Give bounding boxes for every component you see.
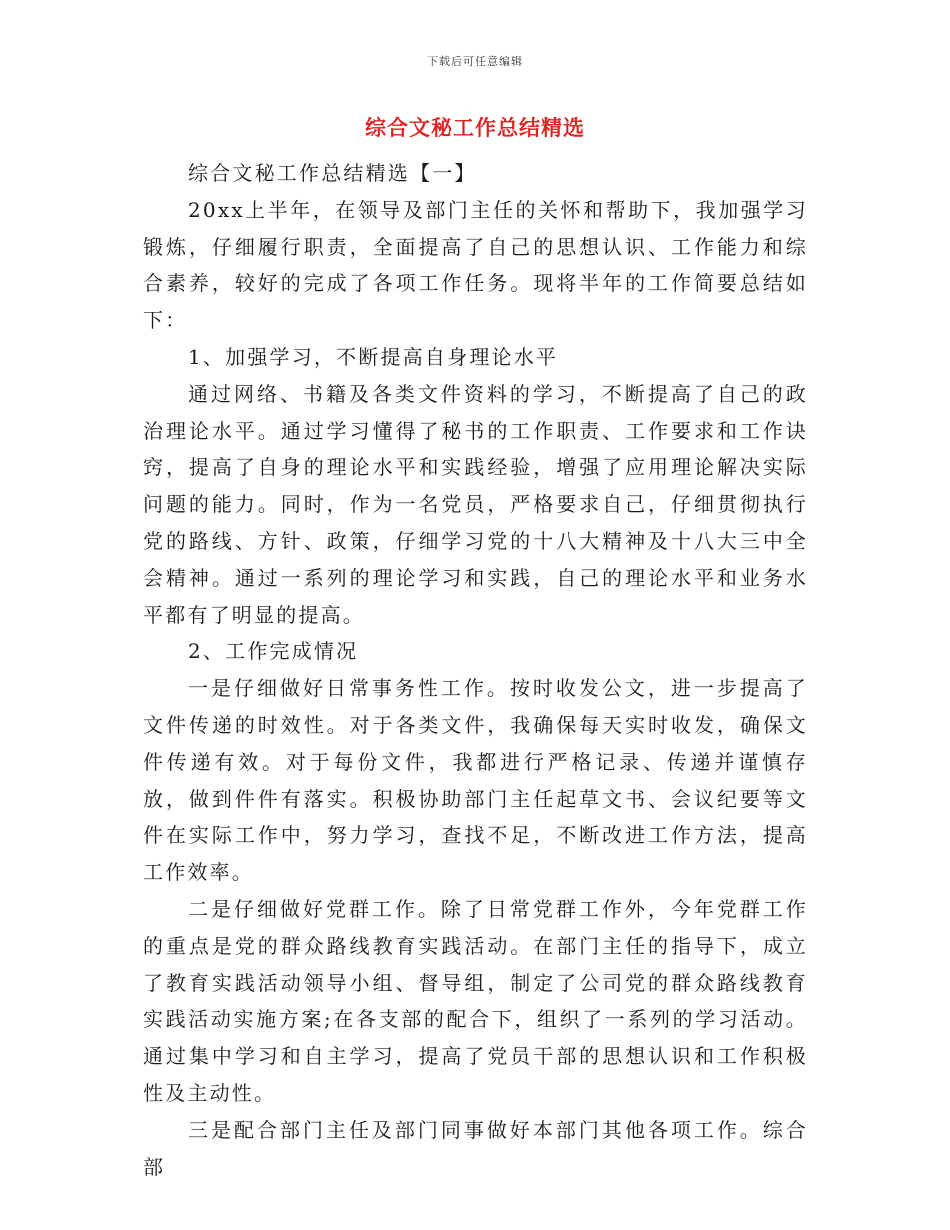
paragraph: 通过网络、书籍及各类文件资料的学习，不断提高了自己的政治理论水平。通过学习懂得了秘书的工作职责、工作要求和工作诀窍，提高了自身的理论水平和实践经验，增强了应用理论解决实际问题的能力。同时，作为一名党员，严格要求自己，仔细贯彻执行党的路线、方针、政策，仔细学习党的十八大精神及十八大三中全会精神。通过一系列的理论学习和实践，自己的理论水平和业务水平都有了明显的提高。 [143,381,808,627]
subsection-heading: 2、工作完成情况 [188,639,359,664]
paragraph: 三是配合部门主任及部门同事做好本部门其他各项工作。综合部 [143,1117,808,1179]
paragraph: 20xx上半年，在领导及部门主任的关怀和帮助下，我加强学习锻炼，仔细履行职责，全面提高了自己的思想认识、工作能力和综合素养，较好的完成了各项工作任务。现将半年的工作简要总结如下： [143,197,808,333]
document-title: 综合文秘工作总结精选 [365,116,585,140]
paragraph: 二是仔细做好党群工作。除了日常党群工作外，今年党群工作的重点是党的群众路线教育实践活动。在部门主任的指导下，成立了教育实践活动领导小组、督导组，制定了公司党的群众路线教育实践活动实施方案;在各支部的配合下，组织了一系列的学习活动。通过集中学习和自主学习，提高了党员干部的思想认识和工作积极性及主动性。 [143,896,808,1105]
document-body [143,155,808,1185]
subsection-heading: 1、加强学习，不断提高自身理论水平 [188,344,559,369]
paragraph: 一是仔细做好日常事务性工作。按时收发公文，进一步提高了文件传递的时效性。对于各类文件，我确保每天实时收发，确保文件传递有效。对于每份文件，我都进行严格记录、传递并谨慎存放，做到件件有落实。积极协助部门主任起草文书、会议纪要等文件在实际工作中，努力学习，查找不足，不断改进工作方法，提高工作效率。 [143,676,808,885]
section-heading: 综合文秘工作总结精选【一】 [188,161,477,185]
header-note: 下载后可任意编辑 [427,55,523,68]
